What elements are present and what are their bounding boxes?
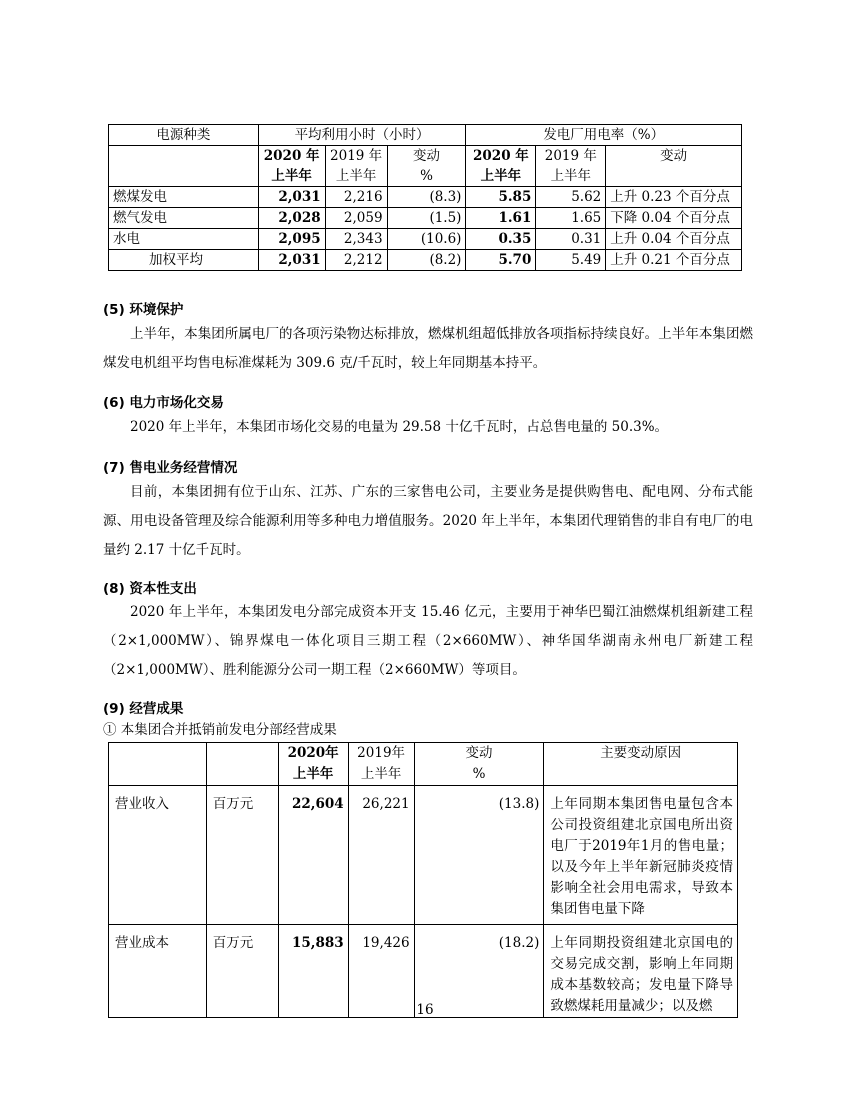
hours-change: (1.5)	[387, 208, 466, 229]
hours-change: (10.6)	[387, 229, 466, 250]
value-2020: 22,604	[278, 786, 348, 925]
section-title: (8) 资本性支出	[103, 581, 197, 597]
section-paragraph: 2020 年上半年，本集团市场化交易的电量为 29.58 十亿千瓦时，占总售电量的 50.3%。	[130, 419, 669, 435]
header-avg-hours: 平均利用小时（小时）	[258, 125, 466, 146]
row-item: 营业收入	[109, 786, 207, 925]
header-empty	[206, 743, 278, 786]
operating-results-table	[108, 742, 738, 1018]
header-source-type: 电源种类	[109, 125, 259, 146]
value-change: (13.8)	[414, 786, 544, 925]
header-2019: 2019年 上半年	[348, 743, 414, 786]
section-paragraph: 目前，本集团拥有位于山东、江苏、广东的三家售电公司，主要业务是提供购售电、配电网、分布式能源、用电设备管理及综合能源利用等多种电力增值服务。2020 年上半年，本集团代理销售的非自有电厂的电量约 2.17 十亿千瓦时。	[103, 484, 753, 558]
row-name: 水电	[109, 229, 259, 250]
hours-2019: 2,059	[325, 208, 387, 229]
header-reason: 主要变动原因	[544, 743, 738, 786]
change-reason: 上年同期本集团售电量包含本公司投资组建北京国电所出资电厂于2019年1月的售电量；以及今年上半年新冠肺炎疫情影响全社会用电需求，导致本集团售电量下降	[544, 786, 738, 925]
rate-2020: 5.85	[466, 187, 536, 208]
value-2020: 15,883	[278, 925, 348, 1018]
table-row	[109, 208, 742, 229]
section-title: (7) 售电业务经营情况	[103, 460, 238, 476]
rate-2019: 0.31	[536, 229, 606, 250]
row-unit: 百万元	[206, 925, 278, 1018]
hours-2020: 2,031	[258, 187, 325, 208]
header-station-rate: 发电厂用电率（%）	[466, 125, 742, 146]
table-row	[109, 229, 742, 250]
row-name: 加权平均	[109, 250, 259, 271]
utilization-table	[108, 124, 742, 271]
header-change: 变动	[606, 146, 742, 187]
row-item: 营业成本	[109, 925, 207, 1018]
rate-change: 下降 0.04 个百分点	[606, 208, 742, 229]
header-empty	[109, 146, 259, 187]
table-row	[109, 187, 742, 208]
hours-change: (8.3)	[387, 187, 466, 208]
header-empty	[109, 743, 207, 786]
hours-2019: 2,216	[325, 187, 387, 208]
section-paragraph: 2020 年上半年，本集团发电分部完成资本开支 15.46 亿元，主要用于神华巴蜀江油燃煤机组新建工程（2×1,000MW）、锦界煤电一体化项目三期工程（2×660MW）、神华国华湖南永州电厂新建工程（2×1,000MW）、胜利能源分公司一期工程（2×660MW）等项目。	[103, 604, 753, 678]
section-title: (5) 环境保护	[103, 302, 184, 318]
hours-2020: 2,095	[258, 229, 325, 250]
subsection-title: ① 本集团合并抵销前发电分部经营成果	[103, 722, 337, 738]
header-2020: 2020 年 上半年	[466, 146, 536, 187]
value-change: (18.2)	[414, 925, 544, 1018]
table-row	[109, 786, 738, 925]
section-paragraph: 上半年，本集团所属电厂的各项污染物达标排放，燃煤机组超低排放各项指标持续良好。上半年本集团燃煤发电机组平均售电标准煤耗为 309.6 克/千瓦时，较上年同期基本持平。	[103, 326, 753, 371]
table-row	[109, 250, 742, 271]
header-2020: 2020 年 上半年	[258, 146, 325, 187]
page-number: 16	[416, 1002, 434, 1018]
row-name: 燃气发电	[109, 208, 259, 229]
section-title: (9) 经营成果	[103, 701, 184, 717]
hours-2020: 2,028	[258, 208, 325, 229]
hours-2019: 2,343	[325, 229, 387, 250]
header-change: 变动 %	[414, 743, 544, 786]
change-reason: 上年同期投资组建北京国电的交易完成交割，影响上年同期成本基数较高；发电量下降导致燃煤耗用量减少；以及燃	[544, 925, 738, 1018]
value-2019: 26,221	[348, 786, 414, 925]
header-2019: 2019 年 上半年	[325, 146, 387, 187]
header-2019: 2019 年 上半年	[536, 146, 606, 187]
rate-2019: 1.65	[536, 208, 606, 229]
hours-2020: 2,031	[258, 250, 325, 271]
header-change: 变动 %	[387, 146, 466, 187]
section-title: (6) 电力市场化交易	[103, 395, 224, 411]
rate-change: 上升 0.04 个百分点	[606, 229, 742, 250]
value-2019: 19,426	[348, 925, 414, 1018]
row-name: 燃煤发电	[109, 187, 259, 208]
rate-2020: 1.61	[466, 208, 536, 229]
rate-2019: 5.49	[536, 250, 606, 271]
rate-change: 上升 0.23 个百分点	[606, 187, 742, 208]
rate-2019: 5.62	[536, 187, 606, 208]
header-2020: 2020年 上半年	[278, 743, 348, 786]
rate-2020: 0.35	[466, 229, 536, 250]
rate-change: 上升 0.21 个百分点	[606, 250, 742, 271]
row-unit: 百万元	[206, 786, 278, 925]
rate-2020: 5.70	[466, 250, 536, 271]
hours-2019: 2,212	[325, 250, 387, 271]
hours-change: (8.2)	[387, 250, 466, 271]
